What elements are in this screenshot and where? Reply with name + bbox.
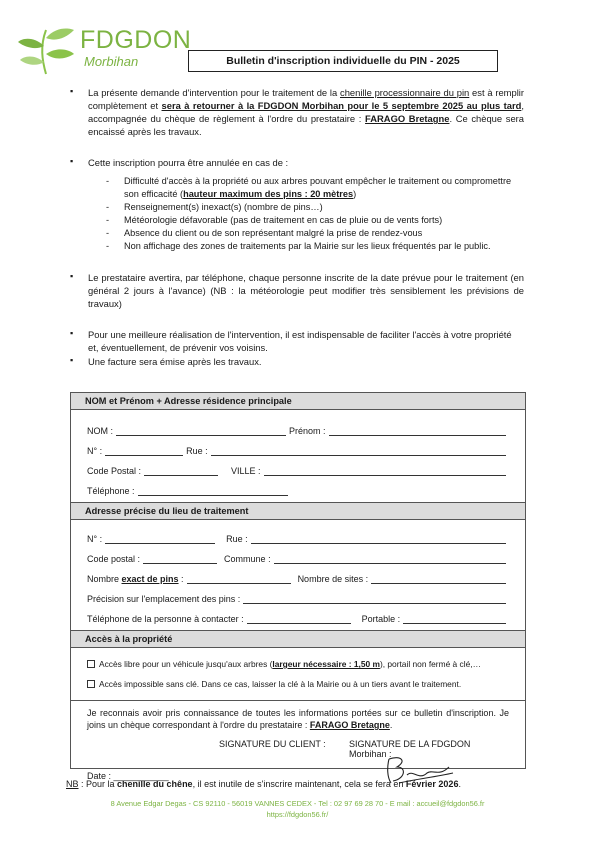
- bullet-paragraph: ▪ Pour une meilleure réalisation de l'intervention, il est indispensable de faciliter l'accès à votre propriété et, éventuellement, de prévenir vos voisins.: [70, 328, 512, 353]
- label-numero: N° :: [87, 534, 103, 544]
- numero-field[interactable]: [105, 534, 215, 544]
- label-telephone: Téléphone :: [87, 486, 135, 496]
- section-header: NOM et Prénom + Adresse résidence principale: [71, 393, 525, 410]
- label-rue: Rue :: [226, 534, 248, 544]
- code-postal-field[interactable]: [143, 554, 217, 564]
- checkbox[interactable]: [87, 660, 95, 668]
- label-rue: Rue :: [186, 446, 208, 456]
- bullet-paragraph: ▪ La présente demande d'intervention pour le traitement de la chenille processionnaire du pin est à remplir complètement et sera à retourner à la FDGDON Morbihan pour le 5 septembre 2025 au plus tard, accompagnée du chèque de règlement à l'ordre du prestataire : FARAGO Bretagne. Ce chèque sera encaissé après les travaux.: [70, 86, 524, 137]
- declaration: Je reconnais avoir pris connaissance de toutes les informations portées sur ce bulletin d'inscription. Je joins un chèque correspondant à l'ordre du prestataire : FARAGO Bretagne.: [87, 708, 509, 730]
- label-precision: Précision sur l'emplacement des pins :: [87, 594, 241, 604]
- label-code-postal: Code postal :: [87, 554, 141, 564]
- intro: [70, 86, 524, 368]
- nom-field[interactable]: [116, 426, 286, 436]
- registration-form: [70, 392, 526, 781]
- leaves-icon: [16, 24, 78, 76]
- logo-name: FDGDON: [80, 26, 192, 54]
- date-field[interactable]: Date : ___________: [87, 771, 169, 781]
- nombre-pins-field[interactable]: [187, 574, 291, 584]
- section-header: Accès à la propriété: [71, 630, 525, 648]
- tel-contact-field[interactable]: [247, 614, 351, 624]
- label-ville: VILLE :: [231, 466, 261, 476]
- label-portable: Portable :: [361, 614, 401, 624]
- rue-field[interactable]: [211, 446, 506, 456]
- label-nombre-pins: Nombre exact de pins :: [87, 574, 184, 584]
- section-header: Adresse précise du lieu de traitement: [71, 502, 525, 520]
- telephone-field[interactable]: [138, 486, 288, 496]
- logo-region: Morbihan: [84, 54, 139, 69]
- label-numero: N° :: [87, 446, 103, 456]
- page-title: Bulletin d'inscription individuelle du PIN - 2025: [188, 50, 498, 72]
- precision-field[interactable]: [243, 594, 506, 604]
- commune-field[interactable]: [274, 554, 506, 564]
- nombre-sites-field[interactable]: [371, 574, 506, 584]
- rue-field[interactable]: [251, 534, 506, 544]
- code-postal-field[interactable]: [144, 466, 218, 476]
- sub-list: - Difficulté d'accès à la propriété ou aux arbres pouvant empêcher le traitement ou compromettre son efficacité (hauteur maximum des pins : 20 mètres) - Renseignement(s) inexact(s) (nombre de pins…) - Météorologie défavorable (pas de traitement en cas de pluie ou de vents forts) - Absence du client ou de son représentant malgré la prise de rendez-vous - Non affichage des zones de traitements par la Mairie sur les lieux fréquentés par le public.: [106, 176, 512, 251]
- bullet-paragraph: ▪ Le prestataire avertira, par téléphone, chaque personne inscrite de la date prévue pour le traitement (en général 2 jours à l'avance) (NB : la météorologie peut modifier très sensiblement les prévisions de travaux): [70, 271, 524, 309]
- footer-address: 8 Avenue Edgar Degas - CS 92110 - 56019 VANNES CEDEX - Tel : 02 97 69 28 70 - E mail : accueil@fdgdon56.fr: [110, 799, 485, 808]
- checkbox[interactable]: [87, 680, 95, 688]
- label-tel-contact: Téléphone de la personne à contacter :: [87, 614, 244, 624]
- portable-field[interactable]: [403, 614, 506, 624]
- numero-field[interactable]: [105, 446, 183, 456]
- label-nom: NOM :: [87, 426, 113, 436]
- nb-note: NB : Pour la chenille du chêne, il est inutile de s'inscrire maintenant, cela se fera en Février 2026.: [66, 779, 461, 789]
- access-option[interactable]: Accès libre pour un véhicule jusqu'aux arbres ( largeur nécessaire : 1,50 m ), portail non fermé à clé,…: [87, 654, 509, 674]
- label-nombre-sites: Nombre de sites :: [297, 574, 369, 584]
- signature-fdgdon-label: SIGNATURE DE LA FDGDON Morbihan :: [349, 739, 471, 759]
- bullet-paragraph: ▪ Une facture sera émise après les travaux.: [70, 355, 262, 367]
- signature-client-label: SIGNATURE DU CLIENT :: [219, 739, 326, 749]
- label-code-postal: Code Postal :: [87, 466, 142, 476]
- logo: [16, 24, 192, 78]
- access-option[interactable]: Accès impossible sans clé. Dans ce cas, laisser la clé à la Mairie ou à un tiers avant le traitement.: [87, 674, 509, 694]
- footer-website[interactable]: https://fdgdon56.fr/: [266, 810, 329, 819]
- bullet-paragraph: ▪ Cette inscription pourra être annulée en cas de :: [70, 156, 289, 168]
- label-commune: Commune :: [224, 554, 271, 564]
- ville-field[interactable]: [264, 466, 506, 476]
- label-prenom: Prénom :: [289, 426, 326, 436]
- prenom-field[interactable]: [329, 426, 506, 436]
